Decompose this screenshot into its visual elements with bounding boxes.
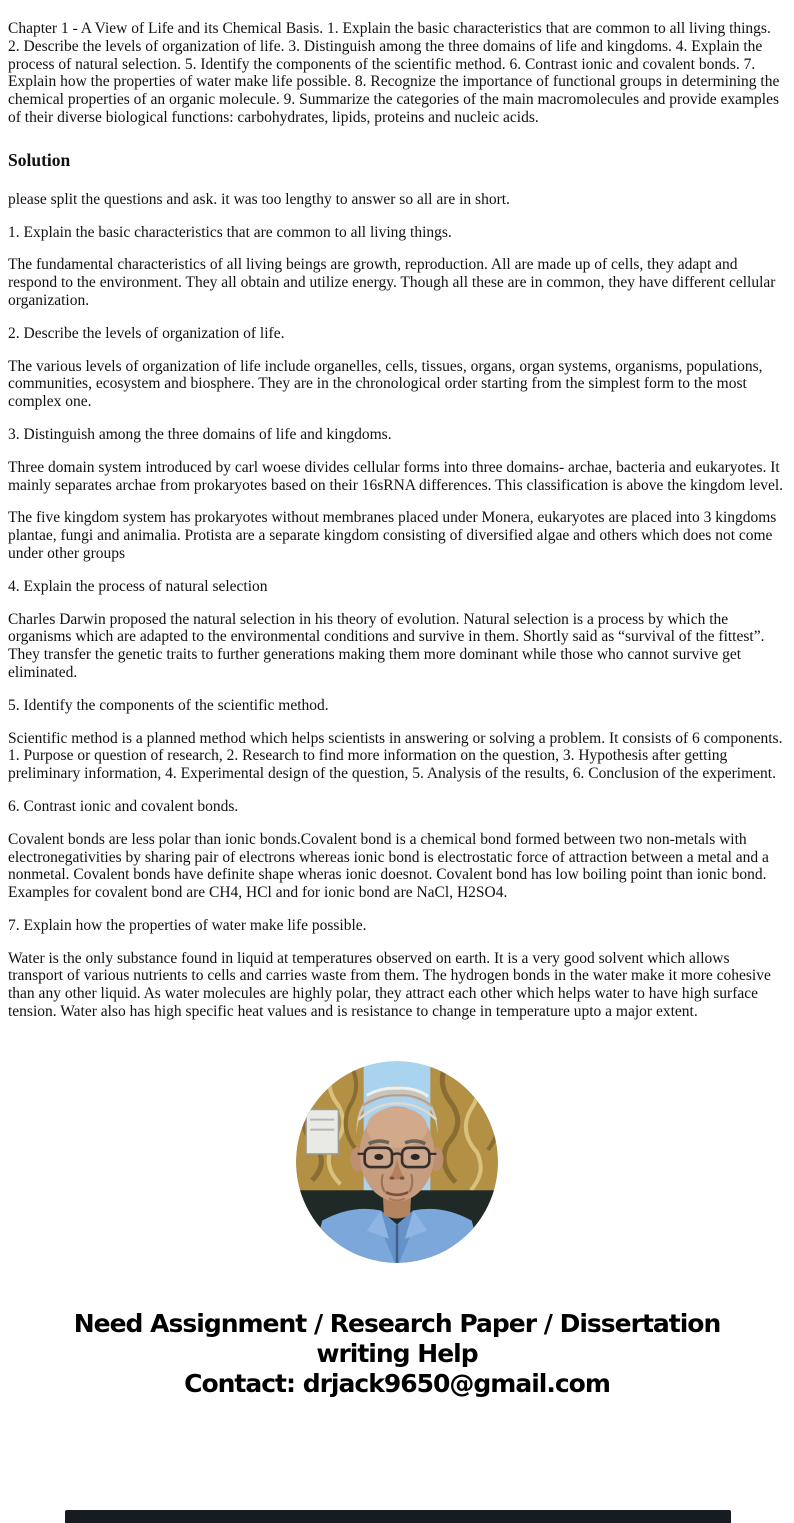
answer-1: The fundamental characteristics of all living beings are growth, reproduction. All are made up of cells, they adapt and respond to the environment. They all obtain and utilize energy. Though all these are in common, they have different cellular organization. (8, 256, 776, 309)
bottom-bar (65, 1510, 731, 1523)
question-1: 1. Explain the basic characteristics that are common to all living things. (8, 223, 452, 241)
question-6: 6. Contrast ionic and covalent bonds. (8, 797, 239, 815)
chapter-objectives-paragraph: Chapter 1 - A View of Life and its Chemical Basis. 1. Explain the basic characteristics that are common to all living things. 2. Describe the levels of organization of life. 3. Distinguish among the three domains of life and kingdoms. 4. Explain the process of natural selection. 5. Identify the components of the scientific method. 6. Contrast ionic and covalent bonds. 7. Explain how the properties of water make life possible. 8. Recognize the importance of functional groups in determining the chemical properties of an organic molecule. 9. Summarize the categories of the main macromolecules and provide examples of their diverse biological functions: carbohydrates, lipids, proteins and nucleic acids. (8, 20, 780, 126)
question-4: 4. Explain the process of natural selection (8, 577, 268, 595)
answer-5: Scientific method is a planned method which helps scientists in answering or solving a problem. It consists of 6 components. 1. Purpose or question of research, 2. Research to find more information on the question, 3. Hypothesis after getting preliminary information, 4. Experimental design of the question, 5. Analysis of the results, 6. Conclusion of the experiment. (8, 729, 783, 783)
promo-footer (0, 1309, 794, 1399)
question-5: 5. Identify the components of the scientific method. (8, 696, 329, 714)
answer-6: Covalent bonds are less polar than ionic bonds.Covalent bond is a chemical bond formed between two non-metals with electronegativities by sharing pair of electrons whereas ionic bond is electrostatic force of attraction between a metal and a nonmetal. Covalent bonds have definite shape wheras ionic doesnot. Covalent bond has low boiling point than ionic bond. Examples for covalent bond are CH4, HCl and for ionic bond are NaCl, H2SO4. (8, 830, 769, 902)
question-3: 3. Distinguish among the three domains of life and kingdoms. (8, 425, 392, 443)
answer-2: The various levels of organization of life include organelles, cells, tissues, organs, organ systems, organisms, populations, communities, ecosystem and biosphere. They are in the chronological order starting from the simplest form to the most complex one. (8, 357, 763, 411)
answer-3a: Three domain system introduced by carl woese divides cellular forms into three domains- archae, bacteria and eukaryotes. It mainly separates archae from prokaryotes based on their 16sRNA differences. This classification is above the kingdom level. (8, 458, 784, 494)
question-2: 2. Describe the levels of organization of life. (8, 324, 285, 342)
promo-line-2: writing Help (316, 1338, 478, 1368)
answer-7: Water is the only substance found in liquid at temperatures observed on earth. It is a very good solvent which allows transport of various nutrients to cells and carries waste from them. The hydrogen bonds in the water make it more cohesive than any other liquid. As water molecules are highly polar, they attract each other which helps water to have high surface tension. Water also has high specific heat values and is resistance to change in temperature upto a major extent. (8, 949, 771, 1021)
question-7: 7. Explain how the properties of water make life possible. (8, 916, 367, 934)
answer-4: Charles Darwin proposed the natural selection in his theory of evolution. Natural selection is a process by which the organisms which are adapted to the environmental conditions and survive in them. Shortly said as “survival of the fittest”. They transfer the genetic traits to further generations making them more dominant while those who cannot survive get eliminated. (8, 610, 765, 681)
promo-line-1: Need Assignment / Research Paper / Dissertation (73, 1308, 721, 1338)
solution-heading: Solution (8, 149, 71, 170)
answer-3b: The five kingdom system has prokaryotes without membranes placed under Monera, eukaryotes are placed into 3 kingdoms plantae, fungi and animalia. Protista are a separate kingdom consisting of diversified algae and others which does not come under other groups (8, 509, 777, 562)
promo-contact-email: Contact: drjack9650@gmail.com (184, 1368, 610, 1398)
tutor-avatar (296, 1061, 498, 1263)
tutor-photo-container (0, 1061, 794, 1263)
note-paragraph: please split the questions and ask. it was too lengthy to answer so all are in short. (8, 190, 510, 208)
